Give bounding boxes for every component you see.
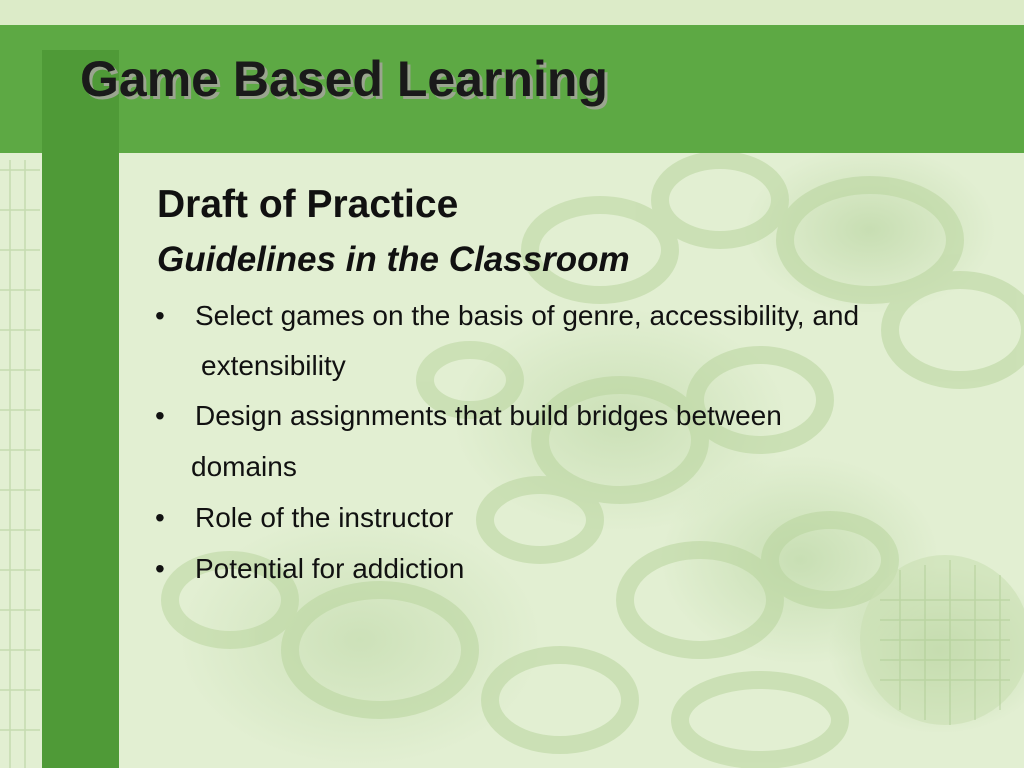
bullet-glyph: • [155,502,165,533]
bullet-text: Role of the instructor [195,502,454,533]
slide-title: Game Based Learning [80,51,608,107]
section-subheading: Guidelines in the Classroom [157,240,630,279]
bullet-glyph: • [155,300,165,331]
bullet-text: Potential for addiction [195,553,465,584]
top-strip [0,0,1024,25]
bullet-continuation: domains [191,451,297,482]
bullet-item [155,300,859,332]
bullet-continuation: extensibility [201,350,346,381]
bullet-text: Select games on the basis of genre, accessibility, and [195,300,860,331]
bullet-item [155,502,453,534]
left-accent-bar [42,50,119,768]
section-heading: Draft of Practice [157,183,459,226]
bullet-item [155,553,464,585]
bullet-item [155,400,782,432]
bullet-glyph: • [155,400,165,431]
bullet-glyph: • [155,553,165,584]
bullet-text: Design assignments that build bridges between [195,400,782,431]
